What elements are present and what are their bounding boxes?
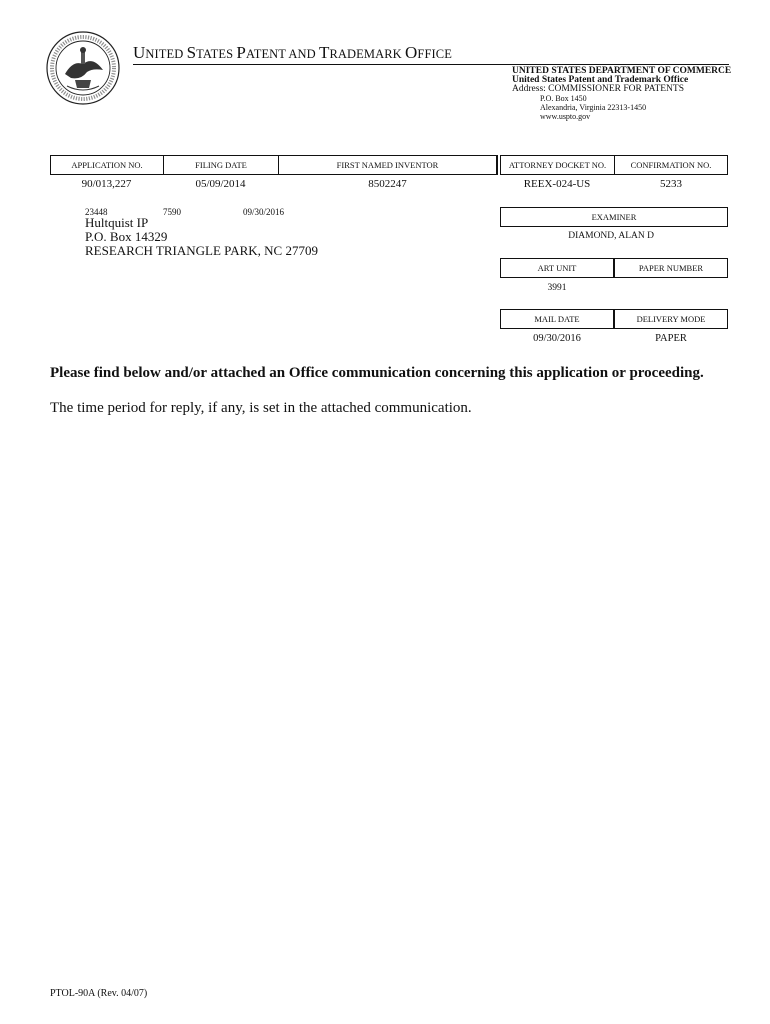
uspto-seal-icon bbox=[45, 30, 121, 106]
customer-number: 23448 bbox=[85, 207, 108, 217]
correspondence-address bbox=[85, 216, 318, 258]
addressee-name: Hultquist IP bbox=[85, 215, 149, 230]
paper-number-label: PAPER NUMBER bbox=[614, 258, 728, 278]
correspondence-date: 09/30/2016 bbox=[243, 207, 285, 217]
application-values-row bbox=[50, 178, 728, 194]
header-confirmation-no: CONFIRMATION NO. bbox=[614, 155, 728, 175]
office-title: UNITED STATES PATENT AND TRADEMARK OFFICE bbox=[133, 43, 452, 62]
art-unit-label: ART UNIT bbox=[500, 258, 614, 278]
attorney-docket-no-value: REEX-024-US bbox=[523, 178, 591, 190]
office-communication-notice: Please find below and/or attached an Office communication concerning this application or proceeding. bbox=[50, 365, 704, 381]
website-link[interactable]: www.uspto.gov bbox=[540, 112, 591, 121]
art-unit-header bbox=[500, 258, 728, 278]
po-box: P.O. Box 1450 bbox=[540, 94, 587, 103]
commissioner-address: Address: COMMISSIONER FOR PATENTS bbox=[512, 84, 685, 94]
correspondence-code: 7590 bbox=[163, 207, 181, 217]
delivery-mode-value: PAPER bbox=[655, 333, 687, 344]
office-name: United States Patent and Trademark Office bbox=[512, 75, 689, 85]
examiner-label-box: EXAMINER bbox=[500, 207, 728, 227]
application-no-value: 90/013,227 bbox=[81, 178, 132, 190]
header-divider bbox=[133, 64, 729, 65]
header-first-named-inventor: FIRST NAMED INVENTOR bbox=[278, 155, 497, 175]
reply-period-note: The time period for reply, if any, is set in the attached communication. bbox=[50, 400, 472, 416]
application-header-row bbox=[50, 155, 728, 175]
addressee-city: RESEARCH TRIANGLE PARK, NC 27709 bbox=[85, 243, 318, 258]
mail-date-value: 09/30/2016 bbox=[533, 333, 581, 344]
header-filing-date: FILING DATE bbox=[163, 155, 278, 175]
header-application-no: APPLICATION NO. bbox=[50, 155, 163, 175]
examiner-name: DIAMOND, ALAN D bbox=[568, 231, 654, 241]
mail-date-label: MAIL DATE bbox=[500, 309, 614, 329]
form-identifier: PTOL-90A (Rev. 04/07) bbox=[50, 988, 148, 999]
department-name: UNITED STATES DEPARTMENT OF COMMERCE bbox=[512, 66, 732, 76]
first-named-inventor-value: 8502247 bbox=[368, 178, 407, 190]
filing-date-value: 05/09/2014 bbox=[195, 178, 246, 190]
confirmation-no-value: 5233 bbox=[660, 178, 682, 190]
art-unit-value: 3991 bbox=[547, 283, 567, 293]
mail-header bbox=[500, 309, 728, 329]
addressee-street: P.O. Box 14329 bbox=[85, 229, 168, 244]
department-address-block bbox=[512, 67, 731, 121]
city-line: Alexandria, Virginia 22313-1450 bbox=[540, 103, 647, 112]
header-attorney-docket-no: ATTORNEY DOCKET NO. bbox=[500, 155, 614, 175]
delivery-mode-label: DELIVERY MODE bbox=[614, 309, 728, 329]
